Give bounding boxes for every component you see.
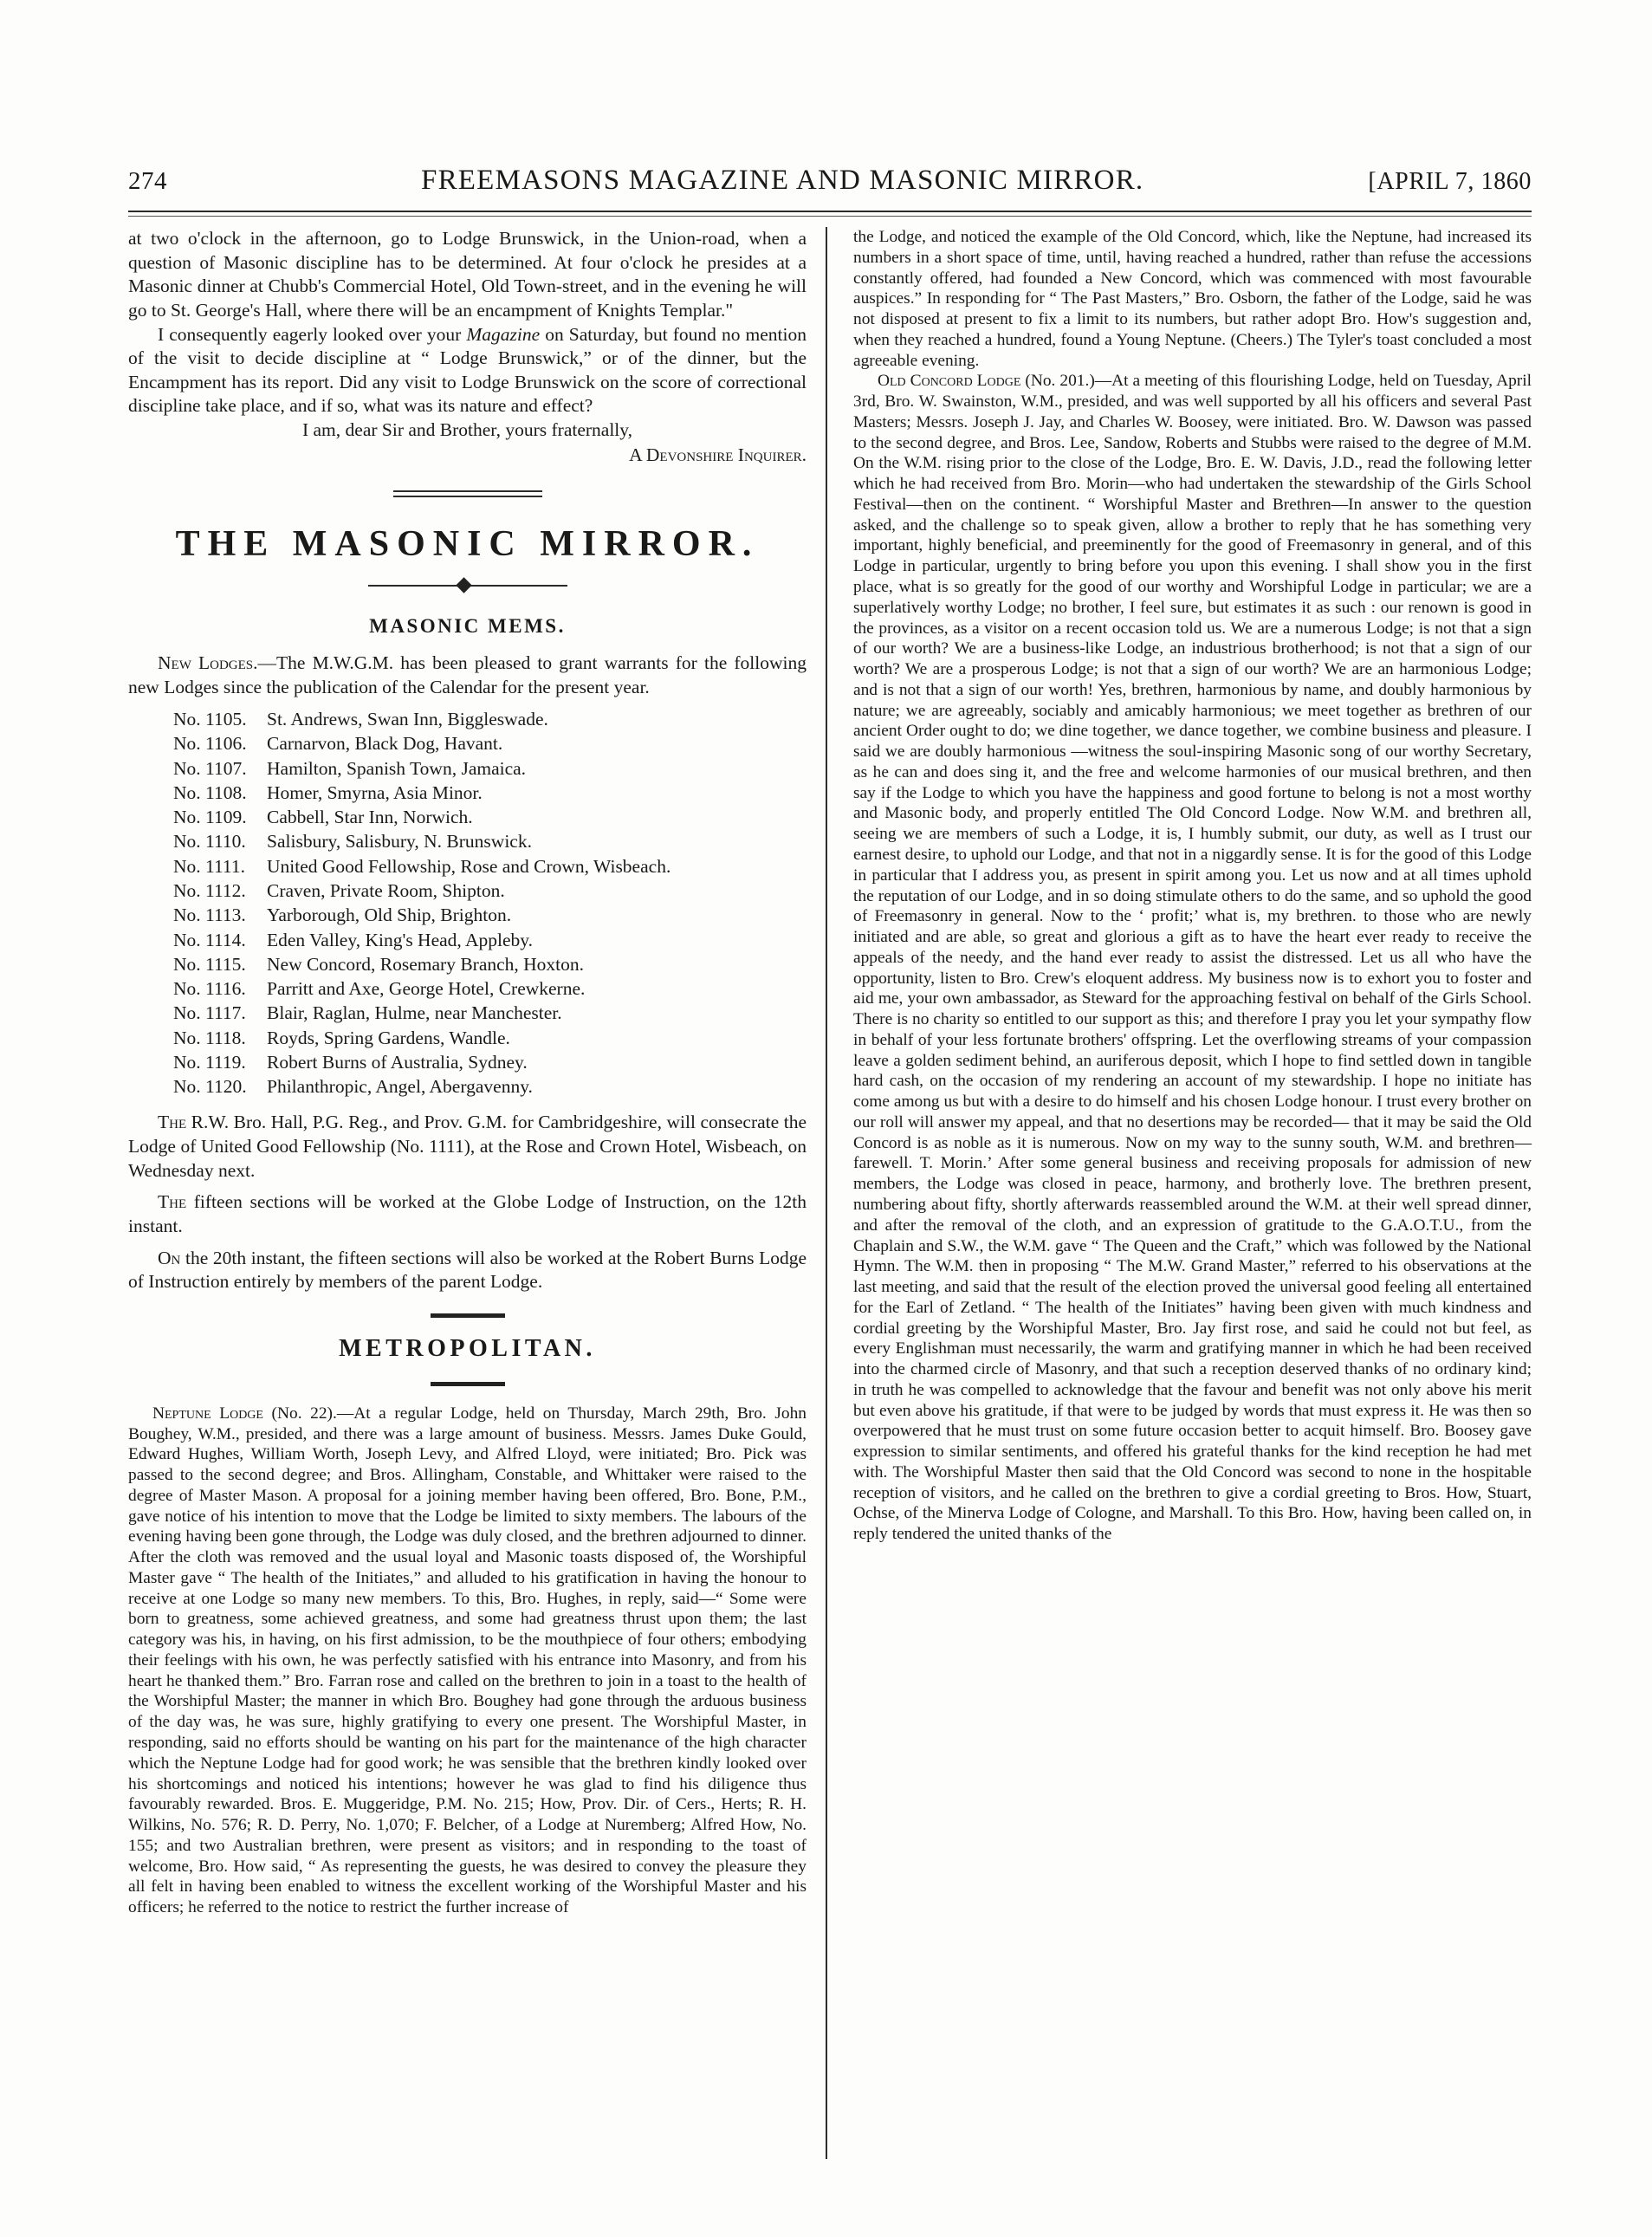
note-consecration-label: The xyxy=(158,1112,187,1133)
letter-p2-part-b: on Saturday, but found no mention of the visit to decide discipline at “ Lodge Brunswick,” or of the dinner, but the Encampment has its report. Did any visit to Lodge Brunswick on the score of correctional discipline take place, and if so, what was its nature and effect? xyxy=(128,323,807,417)
lodge-number: No. 1109. xyxy=(173,807,247,828)
ornament-diamond-rule xyxy=(368,577,567,594)
old-concord-label: Old Concord Lodge xyxy=(878,372,1021,391)
new-lodges-label: New Lodges. xyxy=(158,652,258,673)
spacer xyxy=(128,1239,807,1247)
old-concord-text: (No. 201.)—At a meeting of this flourishing Lodge, held on Tuesday, April 3rd, Bro. W. Swainston, W.M., presided, and was well supported by all his officers and several Past Masters; Messrs. Joseph J. Jay, and Charles W. Boosey, were initiated. Bro. W. Dawson was passed to the second degree, and Bros. Lee, Sandow, Roberts and Stubbs were raised to the degree of M.M. On the W.M. rising prior to the close of the Lodge, Bro. E. W. Davis, J.D., read the following letter which he had received from Bro. Morin—who had undertaken the stewardship of the Girls School Festival—then on the continent. “ Worshipful Master and Brethren—In answer to the question asked, and the challenge so to speak given, allow a brother to reply that he has something very important, highly beneficial, and preeminently for the good of Freemasonry in general, and of this Lodge in particular, urgently to bring before you upon this evening. I shall show you in the first place, what is so greatly for the good of our worthy and Worshipful Lodge in particular; we are a superlatively worthy Lodge; no brother, I feel sure, but estimates it as such : our renown is good in the provinces, as a visitor on a recent occasion told us. We are a numerous Lodge; is not that a sign of our worth? We are a business-like Lodge, an industrious brotherhood; is not that a sign of our worth? We are a prosperous Lodge; is not that a sign of our worth? We are an harmonious Lodge; and is not that a sign of our worth! Yes, brethren, harmonious by name, and doubly harmonious by nature; we are agreeably, sociably and amicably harmonious; we meet together as brethren of our ancient Order ought to do; we dine together, we dance together, we combine business and pleasure. I said we are doubly harmonious —witness the soul-inspiring Masonic song of our worthy Secretary, as he can and does sing it, and the free and welcome harmonies of our musical brethren, and then say if the Lodge to which you have the happiness and good fortune to belong is not a most worthy and Masonic body, and properly entitled The Old Concord Lodge. Now W.M. and brethren all, seeing we are members of such a Lodge, it is, I humbly submit, our duty, as well as I trust our earnest desire, to uphold our Lodge, and that not in a niggardly sense. It is for the good of this Lodge in particular that I address you, as present in spirit among you. Let us now and at all times uphold the reputation of our Lodge, and in so doing stimulate others to do the same, and so uphold the good of Freemasonry in general. Now to the ‘ profit;’ what is, my brethren. to those who are newly initiated and are able, so great and glorious a gift as to have the heart ever ready to receive the appeals of the needy, and the hand ever ready to assist the distressed. Let us all who have the opportunity, listen to Bro. Crew's eloquent address. My business now is to exhort you to foster and aid me, your own ambassador, as Steward for the approaching festival on behalf of the Girls School. There is no charity so entitled to our support as this; and therefore I pray you let your sympathy flow in behalf of your less fortunate brothers' offspring. Let the overflowing streams of your compassion leave a golden sediment behind, an auriferous deposit, which I hope to find settled down in tangible hard cash, on the occasion of my rendering an account of my stewardship. I hope no initiate has come among us but with a desire to do himself and his chosen Lodge honour. I trust every brother on our roll will answer my appeal, and that no desertions may be recorded— that it may be said the Old Concord is as noble as it is numerous. Now on my way to the sunny south, W.M. and brethren—farewell. T. Morin.’ After some general business and receiving proposals for admission of new members, the Lodge was closed in peace, harmony, and brotherly love. The brethren present, numbering about fifty, shortly afterwards reassembled around the W.M. at their well spread dinner, and after the removal of the cloth, and an expression of gratitude to the G.A.O.T.U., from the Chaplain and S.W., the W.M. gave “ The Queen and the Craft,” which was followed by the National Hymn. The W.M. then in proposing “ The M.W. Grand Master,” referred to his observations at the last meeting, and said that the result of the election proved the universal good feeling all entertained for the Earl of Zetland. “ The health of the Initiates” having been given with much kindness and cordial greeting by the Worshipful Master, Bro. Jay first rose, and said he could not but feel, as every Englishman must necessarily, the warm and gratifying manner in which he had been received into the charmed circle of Masonry, and that such a reception deserved thanks of no ordinary kind; in truth he was compelled to acknowledge that the favour and benefit was not only above his merit but even above his gratitude, if that were to be judged by words that must express it. He was then so overpowered that he must trust on some future occasion better to acquit himself. Bro. Boosey gave expression to similar sentiments, and offered his grateful thanks for the kind reception he had met with. The Worshipful Master then said that the Old Concord was second to none in the hospitable reception of visitors, and he called on the brethren to give a cordial greeting to Bros. How, Stuart, Ochse, of the Minerva Lodge of Cologne, and Marshall. To this Bro. How, having been called on, in reply tendered the united thanks of the xyxy=(853,372,1532,1544)
ornament-rule-below-metropolitan xyxy=(431,1382,505,1386)
lodge-name: Blair, Raglan, Hulme, near Manchester. xyxy=(267,1002,562,1024)
note-globe-label: The xyxy=(158,1191,187,1213)
old-concord-lodge-report xyxy=(853,371,1532,1545)
lodge-name: Royds, Spring Gardens, Wandle. xyxy=(267,1027,510,1048)
list-item xyxy=(128,707,807,731)
list-item xyxy=(128,854,807,879)
lodge-name: Salisbury, Salisbury, N. Brunswick. xyxy=(267,831,532,853)
list-item xyxy=(128,805,807,829)
neptune-lodge-text: (No. 22).—At a regular Lodge, held on Thursday, March 29th, Bro. John Boughey, W.M., presided, and there was a large amount of business. Messrs. James Duke Gould, Edward Hughes, William Worth, Joseph Levy, and Alfred Lloyd, were initiated; Bro. Pick was passed to the second degree; and Bros. Allingham, Constable, and Whittaker were raised to the degree of Master Mason. A proposal for a joining member having been offered, Bro. Bone, P.M., gave notice of his intention to move that the Lodge be limited to sixty members. The labours of the evening having been gone through, the Lodge was duly closed, and the brethren adjourned to dinner. After the cloth was removed and the usual loyal and Masonic toasts disposed of, the Worshipful Master gave “ The health of the Initiates,” and alluded to his gratification in having the honour to receive at one Lodge so many new members. To this, Bro. Hughes, in reply, said—“ Some were born to greatness, some achieved greatness, and some had greatness thrust upon them; the last category was his, in having, on his first admission, to be the mouthpiece of four others; embodying their feelings with his own, he was perfectly satisfied with his entrance into Masonry, and from his heart he thanked them.” Bro. Farran rose and called on the brethren to join in a toast to the health of the Worshipful Master; the manner in which Bro. Boughey had gone through the arduous business of the day was, he was sure, highly gratifying to every one present. The Worshipful Master, in responding, said no efforts should be wanting on his part for the maintenance of the high character which the Neptune Lodge had for good work; he was sensible that the brethren kindly looked over his shortcomings and noticed his intentions; however he was glad to find his diligence thus favourably rewarded. Bros. E. Muggeridge, P.M. No. 215; How, Prov. Dir. of Cers., Herts; R. H. Wilkins, No. 576; R. D. Perry, No. 1,070; F. Belcher, of a Lodge at Nuremberg; Alfred How, No. 155; and two Australian brethren, were present as visitors; and in responding to the toast of welcome, Bro. How said, “ As representing the guests, he was desired to convey the pleasure they all felt in having been enabled to witness the excellent working of the Worshipful Master and his officers; he referred to the notice to restrict the further increase of xyxy=(128,1404,807,1917)
lodge-number: No. 1119. xyxy=(173,1051,246,1073)
note-globe-lodge xyxy=(128,1190,807,1238)
section-head-metropolitan: METROPOLITAN. xyxy=(339,1334,596,1362)
list-item xyxy=(128,903,807,927)
note-burns-text: the 20th instant, the fifteen sections will also be worked at the Robert Burns Lodge of Instruction entirely by members of the parent Lodge. xyxy=(128,1247,807,1293)
head-rule-upper xyxy=(128,211,1532,212)
list-item xyxy=(128,879,807,903)
list-item xyxy=(128,976,807,1001)
lodge-number: No. 1116. xyxy=(173,978,246,1000)
lodge-number: No. 1115. xyxy=(173,953,246,975)
issue-date: [APRIL 7, 1860 xyxy=(1368,168,1532,195)
lodge-name: Yarborough, Old Ship, Brighton. xyxy=(267,905,512,926)
list-item xyxy=(128,952,807,976)
new-lodges-text: —The M.W.G.M. has been pleased to grant warrants for the following new Lodges since the publication of the Calendar for the present year. xyxy=(128,652,807,697)
spacer xyxy=(128,1183,807,1190)
list-item xyxy=(128,1026,807,1050)
list-item xyxy=(128,781,807,805)
list-item xyxy=(128,1050,807,1074)
lodge-name: St. Andrews, Swan Inn, Biggleswade. xyxy=(267,709,548,730)
lodge-number: No. 1111. xyxy=(173,855,246,877)
note-burns-label: On xyxy=(158,1247,181,1268)
lodge-number: No. 1120. xyxy=(173,1076,247,1098)
list-item xyxy=(128,756,807,781)
ornament-rule-above-metropolitan xyxy=(431,1313,505,1318)
lodge-number: No. 1105. xyxy=(173,709,247,730)
lodge-number: No. 1118. xyxy=(173,1027,246,1048)
lodge-number: No. 1113. xyxy=(173,905,246,926)
list-item xyxy=(128,1001,807,1025)
lodge-name: Homer, Smyrna, Asia Minor. xyxy=(267,781,483,803)
lodge-name: New Concord, Rosemary Branch, Hoxton. xyxy=(267,953,585,975)
list-item xyxy=(128,829,807,853)
publication-title: FREEMASONS MAGAZINE AND MASONIC MIRROR. xyxy=(421,165,1144,196)
ornament-rule-double xyxy=(393,490,542,497)
letter-paragraph-2 xyxy=(128,323,807,419)
note-consecration xyxy=(128,1111,807,1183)
neptune-lodge-label: Neptune Lodge xyxy=(152,1404,263,1423)
lodge-name: Philanthropic, Angel, Abergavenny. xyxy=(267,1076,533,1098)
letter-p2-part-a: I consequently eagerly looked over your xyxy=(158,323,467,345)
lodge-name: United Good Fellowship, Rose and Crown, Wisbeach. xyxy=(267,855,671,877)
head-rule-lower xyxy=(128,216,1532,217)
lodge-number: No. 1110. xyxy=(173,831,246,853)
left-column xyxy=(128,227,826,2159)
letter-salutation: I am, dear Sir and Brother, yours fraternally, xyxy=(301,419,633,440)
neptune-lodge-report xyxy=(128,1404,807,1918)
lodge-name: Eden Valley, King's Head, Appleby. xyxy=(267,929,534,950)
list-item xyxy=(128,731,807,755)
lodge-name: Cabbell, Star Inn, Norwich. xyxy=(267,807,473,828)
lodge-name: Hamilton, Spanish Town, Jamaica. xyxy=(267,757,527,779)
lodge-number: No. 1107. xyxy=(173,757,247,779)
magazine-italic: Magazine xyxy=(466,323,541,345)
lodge-name: Craven, Private Room, Shipton. xyxy=(267,879,505,901)
lodge-name: Robert Burns of Australia, Sydney. xyxy=(267,1051,528,1073)
lodge-number: No. 1112. xyxy=(173,879,246,901)
note-robert-burns xyxy=(128,1247,807,1294)
note-consecration-text: R.W. Bro. Hall, P.G. Reg., and Prov. G.M. for Cambridgeshire, will consecrate the Lodge of United Good Fellowship (No. 1111), at the Rose and Crown Hotel, Wisbeach, on Wednesday next. xyxy=(128,1112,807,1181)
lodge-number: No. 1108. xyxy=(173,781,247,803)
lodge-name: Carnarvon, Black Dog, Havant. xyxy=(267,733,503,755)
note-globe-text: fifteen sections will be worked at the Globe Lodge of Instruction, on the 12th instant. xyxy=(128,1191,807,1236)
letter-signature: A Devonshire Inquirer. xyxy=(629,444,807,465)
lodge-number: No. 1114. xyxy=(173,929,246,950)
list-item xyxy=(128,1074,807,1099)
lodge-name: Parritt and Axe, George Hotel, Crewkerne. xyxy=(267,978,586,1000)
list-item xyxy=(128,928,807,952)
subhead-masonic-mems: MASONIC MEMS. xyxy=(369,614,566,637)
column-container xyxy=(128,227,1532,2159)
new-lodges-list xyxy=(128,707,807,1099)
neptune-report-continuation: the Lodge, and noticed the example of the Old Concord, which, like the Neptune, had increased its numbers in a short space of time, until, having reached a hundred, rather than refuse the accessions constantly offered, had founded a New Concord, which was commenced with most favourable auspices.” In responding for “ The Past Masters,” Bro. Osborn, the father of the Lodge, said he was not disposed at present to fix a limit to its numbers, but rather adopt Bro. How's suggestion and, when they reached a hundred, found a Young Neptune. (Cheers.) The Tyler's toast concluded a most agreeable evening. xyxy=(853,228,1532,370)
page-number: 274 xyxy=(128,167,167,195)
running-head xyxy=(128,165,1532,204)
letter-continuation: at two o'clock in the afternoon, go to Lodge Brunswick, in the Union-road, when a question of Masonic discipline has to be determined. At four o'clock he presides at a Masonic dinner at Chubb's Commercial Hotel, Old Town-street, and in the evening he will go to St. George's Hall, where there will be an encampment of Knights Templar." xyxy=(128,228,807,321)
lodge-number: No. 1106. xyxy=(173,733,247,755)
new-lodges-intro xyxy=(128,652,807,699)
right-column xyxy=(826,227,1532,2159)
lodge-number: No. 1117. xyxy=(173,1002,246,1024)
page-title: THE MASONIC MIRROR. xyxy=(175,523,760,564)
